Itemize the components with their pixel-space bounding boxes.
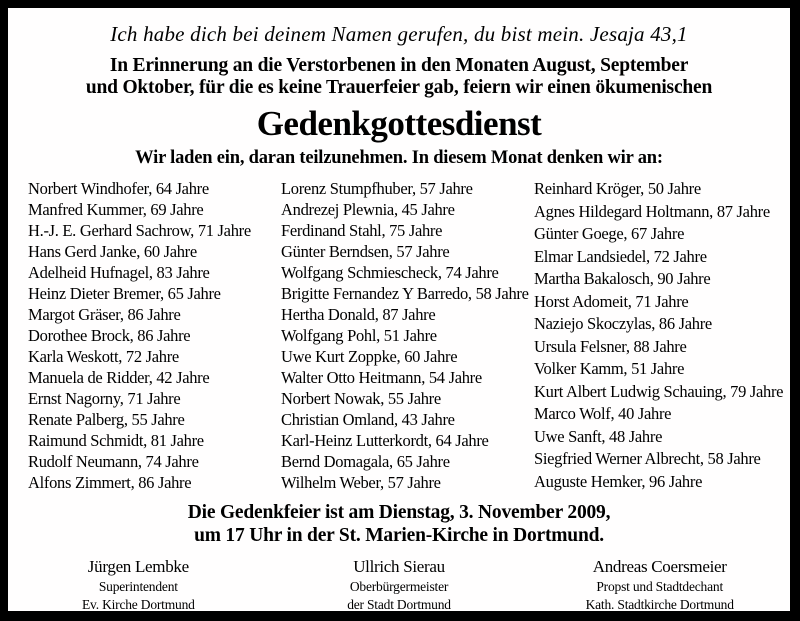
- page-title: Gedenkgottesdienst: [256, 104, 542, 143]
- memorial-name-item: Siegfried Werner Albrecht, 58 Jahre: [534, 449, 761, 468]
- memorial-name-item: Renate Palberg, 55 Jahre: [28, 410, 185, 429]
- memorial-name-item: Reinhard Kröger, 50 Jahre: [534, 179, 701, 198]
- signatory-role: Superintendent: [98, 579, 178, 594]
- memorial-name-item: Karla Weskott, 72 Jahre: [28, 347, 179, 366]
- signatory-org: Kath. Stadtkirche Dortmund: [585, 596, 734, 612]
- memorial-name-item: Karl-Heinz Lutterkordt, 64 Jahre: [281, 431, 489, 450]
- memorial-name-item: Raimund Schmidt, 81 Jahre: [28, 431, 204, 450]
- memorial-name-item: Ernst Nagorny, 71 Jahre: [28, 389, 181, 408]
- memorial-name-item: Auguste Hemker, 96 Jahre: [534, 471, 703, 491]
- memorial-name-item: Horst Adomeit, 71 Jahre: [534, 291, 689, 311]
- memorial-name-item: Norbert Windhofer, 64 Jahre: [28, 179, 209, 198]
- intro-line-2: und Oktober, für die es keine Trauerfeier gab, feiern wir einen ökumenischen: [85, 77, 713, 98]
- memorial-name-item: Günter Berndsen, 57 Jahre: [281, 242, 450, 261]
- memorial-name-item: Margot Gräser, 86 Jahre: [28, 305, 181, 324]
- memorial-name-item: Christian Omland, 43 Jahre: [281, 410, 455, 429]
- memorial-name-item: Uwe Sanft, 48 Jahre: [534, 426, 663, 446]
- signatories-section: [8, 556, 790, 613]
- signatory-name: Ullrich Sierau: [353, 557, 445, 576]
- memorial-name-item: Naziejo Skoczylas, 86 Jahre: [534, 314, 712, 333]
- intro-line-1: In Erinnerung an die Verstorbenen in den Monaten August, September: [109, 55, 689, 76]
- signatory-coersmeier: [529, 556, 790, 613]
- deceased-names-section: [8, 178, 790, 493]
- memorial-name-item: Manuela de Ridder, 42 Jahre: [28, 368, 210, 387]
- memorial-name-item: Norbert Nowak, 55 Jahre: [281, 389, 441, 408]
- memorial-name-item: Günter Goege, 67 Jahre: [534, 224, 685, 243]
- memorial-name-item: Brigitte Fernandez Y Barredo, 58 Jahre: [281, 284, 529, 303]
- memorial-name-item: Dorothee Brock, 86 Jahre: [28, 326, 191, 345]
- memorial-name-item: Walter Otto Heitmann, 54 Jahre: [281, 368, 482, 387]
- memorial-name-item: Hans Gerd Janke, 60 Jahre: [28, 242, 197, 261]
- names-column-3: [534, 178, 787, 493]
- invitation-text: Wir laden ein, daran teilzunehmen. In diesem Monat denken wir an:: [135, 148, 663, 168]
- memorial-name-item: Wilhelm Weber, 57 Jahre: [281, 473, 441, 492]
- memorial-name-item: Adelheid Hufnagel, 83 Jahre: [28, 263, 210, 282]
- signatory-name: Andreas Coersmeier: [592, 557, 727, 576]
- memorial-name-item: Elmar Landsiedel, 72 Jahre: [534, 246, 707, 266]
- memorial-name-item: Uwe Kurt Zoppke, 60 Jahre: [281, 347, 458, 366]
- names-column-1: [28, 178, 281, 493]
- memorial-name-item: Rudolf Neumann, 74 Jahre: [28, 452, 199, 471]
- memorial-name-item: Wolfgang Schmiescheck, 74 Jahre: [281, 263, 499, 282]
- memorial-name-item: Manfred Kummer, 69 Jahre: [28, 200, 204, 219]
- signatory-name: Jürgen Lembke: [87, 557, 189, 576]
- memorial-name-item: H.-J. E. Gerhard Sachrow, 71 Jahre: [28, 221, 251, 240]
- memorial-name-item: Ferdinand Stahl, 75 Jahre: [281, 221, 443, 240]
- memorial-name-item: Andrezej Plewnia, 45 Jahre: [281, 200, 455, 219]
- signatory-org: Ev. Kirche Dortmund: [82, 596, 195, 612]
- signatory-org: der Stadt Dortmund: [347, 596, 451, 612]
- event-line-2: um 17 Uhr in der St. Marien-Kirche in Dortmund.: [194, 525, 604, 546]
- memorial-name-item: Ursula Felsner, 88 Jahre: [534, 336, 687, 356]
- signatory-lembke: [8, 556, 269, 613]
- names-column-2: [281, 178, 534, 493]
- memorial-name-item: Kurt Albert Ludwig Schauing, 79 Jahre: [534, 381, 784, 401]
- memorial-name-item: Marco Wolf, 40 Jahre: [534, 404, 672, 423]
- scripture-quote: Ich habe dich bei deinem Namen gerufen, du bist mein. Jesaja 43,1: [110, 22, 688, 46]
- announcement-panel: [8, 8, 790, 611]
- memorial-name-item: Lorenz Stumpfhuber, 57 Jahre: [281, 179, 473, 198]
- memorial-name-item: Alfons Zimmert, 86 Jahre: [28, 473, 192, 492]
- signatory-role: Propst und Stadtdechant: [596, 579, 723, 594]
- signatory-role: Oberbürgermeister: [349, 579, 449, 594]
- event-line-1: Die Gedenkfeier ist am Dienstag, 3. November 2009,: [187, 502, 611, 523]
- memorial-name-item: Hertha Donald, 87 Jahre: [281, 305, 436, 324]
- intro-text: [8, 55, 790, 99]
- memorial-name-item: Wolfgang Pohl, 51 Jahre: [281, 326, 437, 345]
- memorial-name-item: Volker Kamm, 51 Jahre: [534, 359, 685, 378]
- signatory-sierau: [269, 556, 530, 613]
- memorial-name-item: Bernd Domagala, 65 Jahre: [281, 452, 450, 471]
- memorial-name-item: Agnes Hildegard Holtmann, 87 Jahre: [534, 201, 770, 221]
- memorial-name-item: Martha Bakalosch, 90 Jahre: [534, 269, 711, 288]
- event-details: [8, 501, 790, 547]
- memorial-name-item: Heinz Dieter Bremer, 65 Jahre: [28, 284, 221, 303]
